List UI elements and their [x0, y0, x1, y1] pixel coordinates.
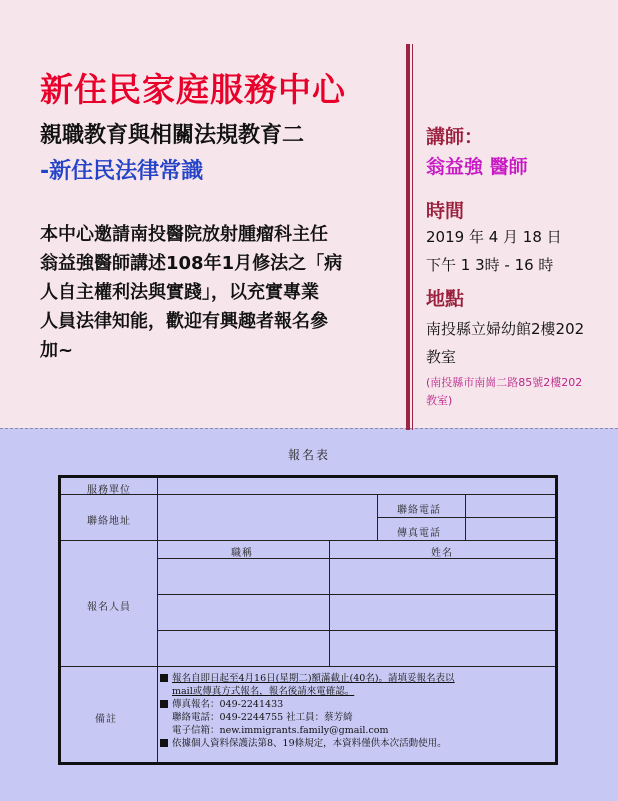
- course-title: 親職教育與相關法規教育二: [40, 123, 305, 148]
- phone-field[interactable]: [466, 495, 555, 517]
- fax-field[interactable]: [466, 518, 555, 540]
- event-hours: 下午 1 3時 - 16 時: [426, 256, 554, 274]
- square-bullet-icon: [160, 739, 168, 747]
- divider-thick: [406, 44, 410, 430]
- divider-thin: [412, 44, 413, 430]
- participant-title-field[interactable]: [158, 631, 329, 666]
- fax-label: 傳真電話: [397, 528, 441, 539]
- center-title: 新住民家庭服務中心: [40, 70, 346, 109]
- venue-line: 南投縣立婦幼館2樓202: [426, 320, 585, 338]
- participant-title-field[interactable]: [158, 559, 329, 594]
- note-line: 報名自即日起至4月16日(星期二)額滿截止(40名)。請填妥報名表以: [160, 672, 550, 685]
- remarks-label: 備註: [95, 714, 117, 725]
- remarks-notes: [160, 672, 550, 750]
- venue-line: 教室: [426, 348, 457, 366]
- intro-line: 本中心邀請南投醫院放射腫瘤科主任: [40, 224, 328, 245]
- unit-label: 服務單位: [87, 485, 131, 496]
- address-field[interactable]: [158, 495, 377, 540]
- intro-line: 加~: [40, 340, 74, 361]
- event-date: 2019 年 4 月 18 日: [426, 228, 562, 246]
- intro-line: 人自主權利法與實踐」，以充實專業: [40, 282, 319, 303]
- participant-name-field[interactable]: [330, 559, 555, 594]
- address-line: (南投縣市南崗二路85號2樓202: [426, 376, 583, 389]
- address-label: 聯絡地址: [87, 516, 131, 527]
- participant-title-field[interactable]: [158, 595, 329, 630]
- participant-name-field[interactable]: [330, 631, 555, 666]
- unit-field[interactable]: [158, 478, 555, 494]
- note-line: 傳真報名：049-2241433: [160, 698, 550, 711]
- note-line: mail或傳真方式報名，報名後請來電確認。: [172, 686, 355, 697]
- place-label: 地點: [426, 288, 465, 310]
- note-line: 聯絡電話：049-2244755 社工員：蔡芳綺: [172, 712, 353, 723]
- form-title: 報名表: [287, 448, 330, 462]
- note-line: 電子信箱：new.immigrants.family@gmail.com: [172, 725, 389, 736]
- address-line: 教室): [426, 394, 453, 407]
- column-title-label: 職稱: [231, 548, 253, 559]
- participants-label: 報名人員: [87, 602, 131, 613]
- lecturer-name: 翁益強 醫師: [426, 156, 528, 178]
- intro-line: 人員法律知能，歡迎有興趣者報名參: [40, 311, 328, 332]
- intro-line: 翁益強醫師講述108年1月修法之「病: [40, 253, 343, 274]
- lecturer-label: 講師：: [426, 126, 484, 148]
- intro-paragraph: [40, 220, 400, 365]
- participant-name-field[interactable]: [330, 595, 555, 630]
- note-line: 依據個人資料保護法第8、19條規定，本資料僅供本次活動使用。: [160, 737, 550, 750]
- square-bullet-icon: [160, 700, 168, 708]
- phone-label: 聯絡電話: [397, 505, 441, 516]
- square-bullet-icon: [160, 674, 168, 682]
- course-subtitle: -新住民法律常識: [40, 159, 204, 184]
- column-name-label: 姓名: [431, 548, 453, 559]
- time-label: 時間: [426, 200, 465, 222]
